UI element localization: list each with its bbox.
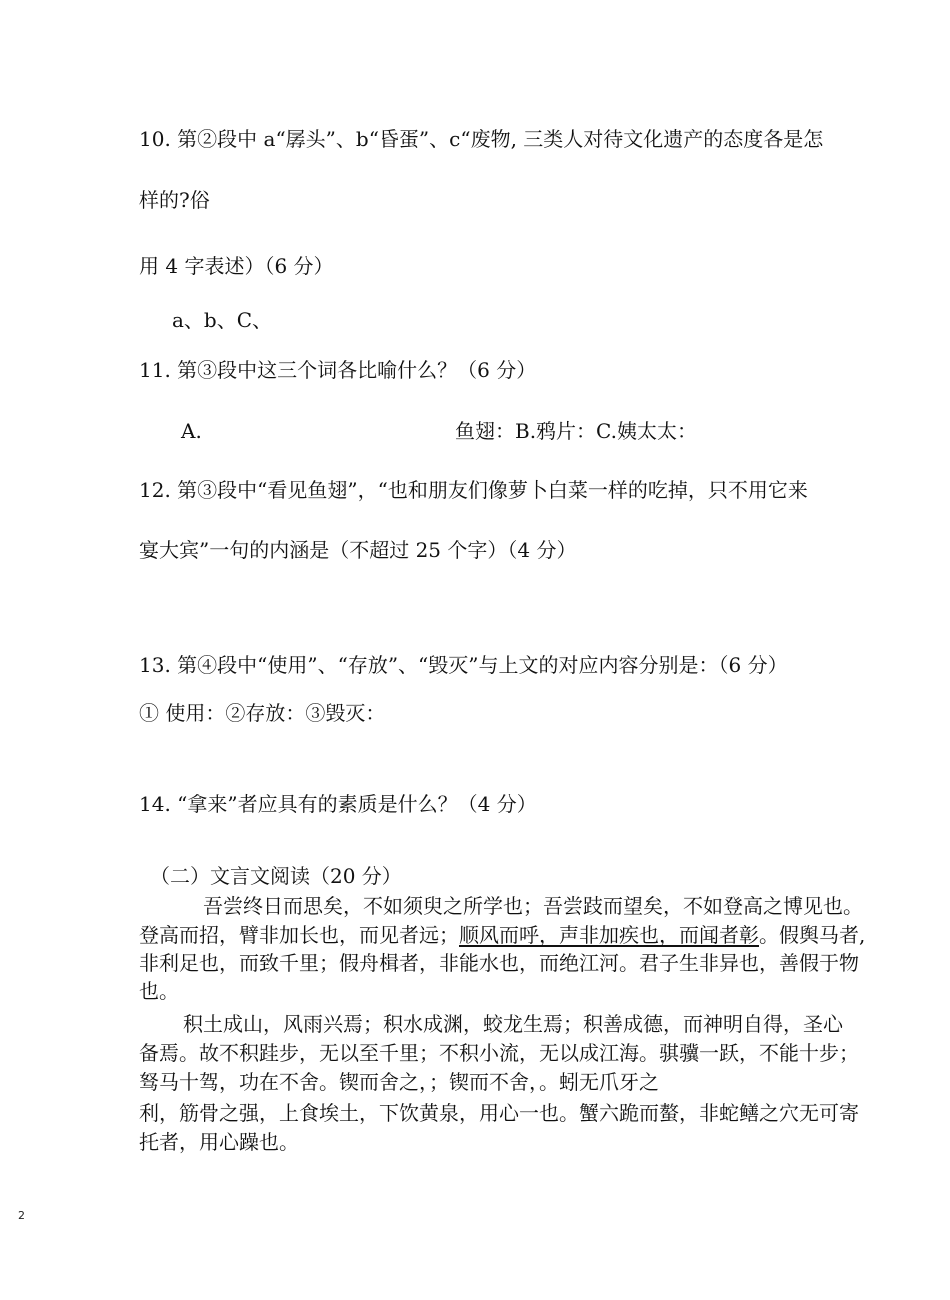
classical-p2-line1: 积土成山，风雨兴焉；积水成渊，蛟龙生焉；积善成德，而神明自得，圣心 (183, 1012, 843, 1036)
p1-l2-end: 。假舆马者, (759, 923, 866, 947)
q13-line2: ① 使用：②存放：③毁灭： (139, 701, 386, 725)
underlined-phrase: 顺风而呼，声非加疾也，而闻者彰 (459, 923, 759, 947)
q12-line2: 宴大宾”一句的内涵是（不超过 25 个字）（4 分） (139, 538, 577, 562)
q10-line1: 10. 第②段中 a“孱头”、b“昏蛋”、c“废物, 三类人对待文化遗产的态度各是怎 (139, 127, 824, 151)
classical-p1-line3: 非利足也，而致千里；假舟楫者，非能水也，而绝江河。君子生非异也，善假于物 (139, 951, 859, 975)
classical-p2-line4: 利，筋骨之强，上食埃土，下饮黄泉，用心一也。蟹六跪而螯，非蛇鳝之穴无可寄 (139, 1101, 859, 1125)
classical-p2-line5: 托者，用心躁也。 (139, 1130, 299, 1154)
q13-line1: 13. 第④段中“使用”、“存放”、“毁灭”与上文的对应内容分别是：（6 分） (139, 653, 788, 677)
q11-option-a: A. (181, 419, 202, 443)
q11-options-rest: 鱼翅：B.鸦片：C.姨太太： (455, 419, 698, 443)
page-number: 2 (18, 1209, 25, 1222)
classical-p1-line4: 也。 (139, 979, 179, 1003)
q10-line2: 样的?俗 (139, 188, 210, 212)
section-title: （二）文言文阅读（20 分） (150, 864, 402, 888)
classical-p2-line3: 驽马十驾，功在不舍。锲而舍之，；锲而不舍，。蚓无爪牙之 (139, 1070, 659, 1094)
classical-p1-line2 (139, 923, 865, 947)
q12-line1: 12. 第③段中“看见鱼翅”，“也和朋友们像萝卜白菜一样的吃掉，只不用它来 (139, 478, 808, 502)
p1-l2-start: 登高而招，臂非加长也，而见者远； (139, 923, 459, 947)
q10-line3: 用 4 字表述）（6 分） (139, 254, 334, 278)
classical-p2-line2: 备焉。故不积跬步，无以至千里；不积小流，无以成江海。骐骥一跃，不能十步； (139, 1041, 859, 1065)
classical-p1-line1: 吾尝终日而思矣，不如须臾之所学也；吾尝跂而望矣，不如登高之博见也。 (203, 894, 863, 918)
q14-line1: 14. “拿来”者应具有的素质是什么？（4 分） (139, 792, 537, 816)
q10-answers: a、b、C、 (172, 308, 273, 332)
q11-line1: 11. 第③段中这三个词各比喻什么？（6 分） (139, 358, 537, 382)
